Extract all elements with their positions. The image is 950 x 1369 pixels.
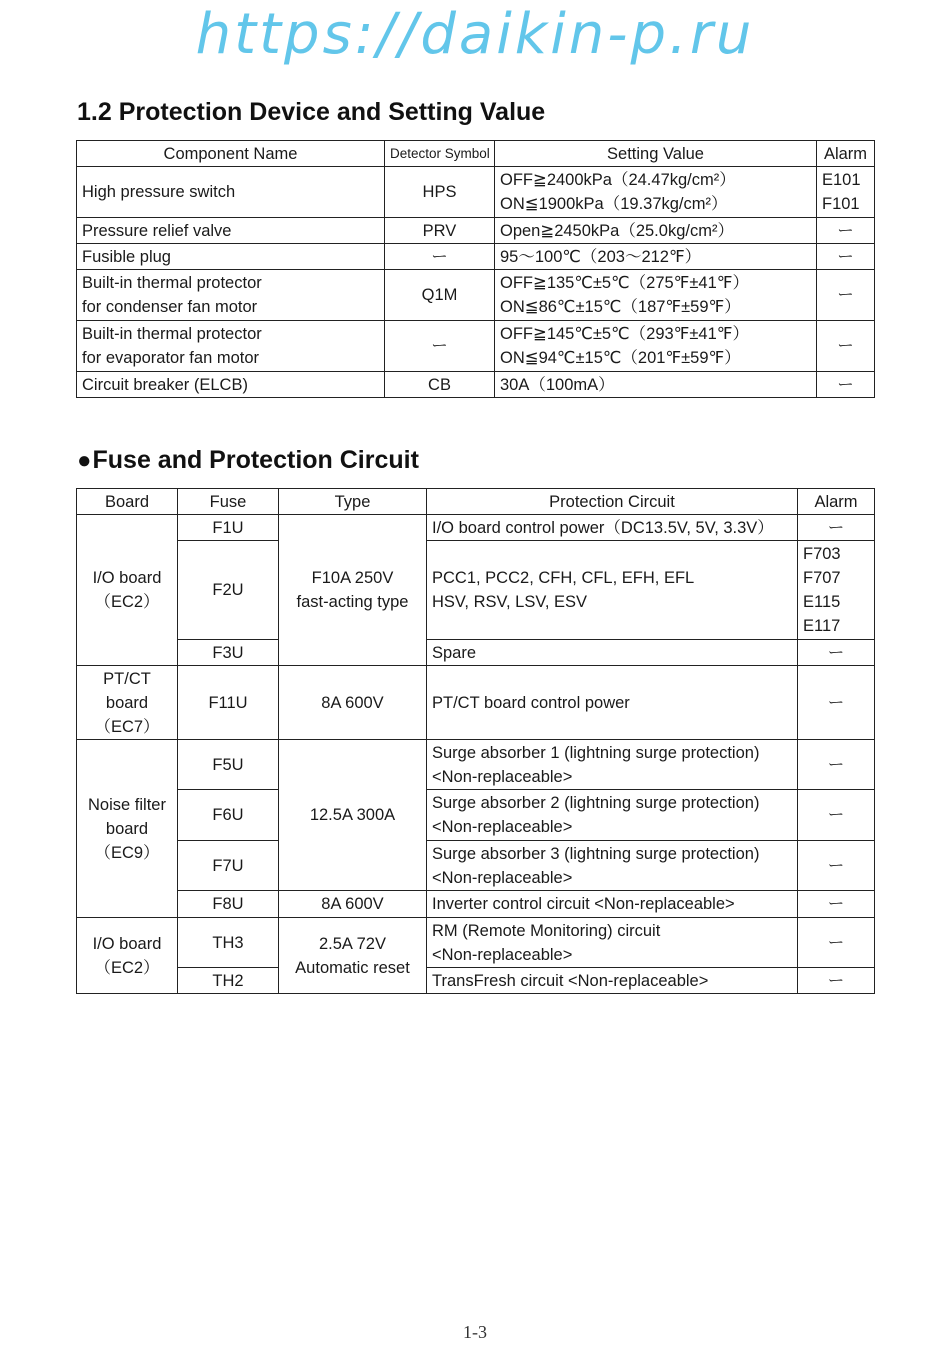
alarm-code: ー bbox=[798, 640, 875, 666]
header-component: Component Name bbox=[77, 141, 385, 167]
fuse-type: F10A 250V fast-acting type bbox=[279, 515, 427, 666]
protection-circuit: Surge absorber 2 (lightning surge protection) <Non-replaceable> bbox=[427, 790, 798, 841]
table-row bbox=[77, 918, 875, 968]
alarm-code: ー bbox=[817, 270, 875, 321]
setting-value: OFF≧2400kPa（24.47kg/cm²） ON≦1900kPa（19.37kg/cm²） bbox=[495, 167, 817, 218]
table-row bbox=[77, 790, 875, 841]
protection-circuit: Surge absorber 1 (lightning surge protection) <Non-replaceable> bbox=[427, 740, 798, 790]
component-name: Circuit breaker (ELCB) bbox=[77, 372, 385, 398]
alarm-code: ー bbox=[798, 968, 875, 994]
alarm-code: ー bbox=[798, 891, 875, 918]
fuse-id: F5U bbox=[178, 740, 279, 790]
alarm-code: ー bbox=[798, 666, 875, 740]
board-name: I/O board （EC2） bbox=[77, 515, 178, 666]
setting-value: OFF≧135℃±5℃（275℉±41℉） ON≦86℃±15℃（187℉±59℉） bbox=[495, 270, 817, 321]
table-row bbox=[77, 740, 875, 790]
fuse-id: F11U bbox=[178, 666, 279, 740]
fuse-id: TH2 bbox=[178, 968, 279, 994]
fuse-id: F8U bbox=[178, 891, 279, 918]
protection-circuit: I/O board control power（DC13.5V, 5V, 3.3V） bbox=[427, 515, 798, 541]
page-number: 1-3 bbox=[463, 1322, 487, 1342]
alarm-code: ー bbox=[817, 372, 875, 398]
table-header-row bbox=[77, 489, 875, 515]
detector-symbol: CB bbox=[385, 372, 495, 398]
table-row bbox=[77, 841, 875, 891]
header-setting: Setting Value bbox=[495, 141, 817, 167]
alarm-code: ー bbox=[817, 321, 875, 372]
header-board: Board bbox=[77, 489, 178, 515]
section-title-text: Fuse and Protection Circuit bbox=[92, 446, 419, 474]
table-row bbox=[77, 167, 875, 218]
fuse-protection-table bbox=[76, 488, 875, 994]
table-row bbox=[77, 515, 875, 541]
alarm-code: ー bbox=[817, 244, 875, 270]
alarm-code: ー bbox=[798, 740, 875, 790]
header-alarm: Alarm bbox=[817, 141, 875, 167]
fuse-type: 8A 600V bbox=[279, 891, 427, 918]
detector-symbol: Q1M bbox=[385, 270, 495, 321]
table-row bbox=[77, 244, 875, 270]
bullet-icon: ● bbox=[77, 447, 92, 474]
protection-circuit: RM (Remote Monitoring) circuit <Non-replaceable> bbox=[427, 918, 798, 968]
table-row bbox=[77, 372, 875, 398]
table-row bbox=[77, 666, 875, 740]
alarm-code: ー bbox=[798, 841, 875, 891]
watermark-url: https://daikin-p.ru bbox=[195, 2, 755, 67]
alarm-code: F703 F707 E115 E117 bbox=[798, 541, 875, 640]
detector-symbol: ー bbox=[385, 244, 495, 270]
header-type: Type bbox=[279, 489, 427, 515]
component-name: Pressure relief valve bbox=[77, 218, 385, 244]
alarm-code: ー bbox=[798, 515, 875, 541]
table-row bbox=[77, 891, 875, 918]
table-row bbox=[77, 541, 875, 640]
setting-value: Open≧2450kPa（25.0kg/cm²） bbox=[495, 218, 817, 244]
table-header-row bbox=[77, 141, 875, 167]
table-row bbox=[77, 270, 875, 321]
table-row bbox=[77, 218, 875, 244]
header-circuit: Protection Circuit bbox=[427, 489, 798, 515]
table-row bbox=[77, 321, 875, 372]
board-name: PT/CT board （EC7） bbox=[77, 666, 178, 740]
header-detector: Detector Symbol bbox=[385, 141, 495, 167]
protection-circuit: Spare bbox=[427, 640, 798, 666]
detector-symbol: HPS bbox=[385, 167, 495, 218]
component-name: Built-in thermal protector for condenser fan motor bbox=[77, 270, 385, 321]
protection-circuit: Inverter control circuit <Non-replaceable> bbox=[427, 891, 798, 918]
protection-circuit: TransFresh circuit <Non-replaceable> bbox=[427, 968, 798, 994]
fuse-type: 2.5A 72V Automatic reset bbox=[279, 918, 427, 994]
setting-value: 30A（100mA） bbox=[495, 372, 817, 398]
alarm-code: ー bbox=[817, 218, 875, 244]
header-fuse: Fuse bbox=[178, 489, 279, 515]
fuse-type: 8A 600V bbox=[279, 666, 427, 740]
table-row bbox=[77, 640, 875, 666]
protection-circuit: PCC1, PCC2, CFH, CFL, EFH, EFL HSV, RSV, LSV, ESV bbox=[427, 541, 798, 640]
protection-circuit: Surge absorber 3 (lightning surge protection) <Non-replaceable> bbox=[427, 841, 798, 891]
component-name: High pressure switch bbox=[77, 167, 385, 218]
table-row bbox=[77, 968, 875, 994]
detector-symbol: ー bbox=[385, 321, 495, 372]
alarm-code: ー bbox=[798, 918, 875, 968]
alarm-code: ー bbox=[798, 790, 875, 841]
setting-value: OFF≧145℃±5℃（293℉±41℉） ON≦94℃±15℃（201℉±59℉） bbox=[495, 321, 817, 372]
fuse-id: F7U bbox=[178, 841, 279, 891]
alarm-code: E101 F101 bbox=[817, 167, 875, 218]
fuse-type: 12.5A 300A bbox=[279, 740, 427, 891]
section-title-protection-device: 1.2 Protection Device and Setting Value bbox=[77, 98, 546, 126]
setting-value: 95～100℃（203～212℉） bbox=[495, 244, 817, 270]
header-alarm: Alarm bbox=[798, 489, 875, 515]
detector-symbol: PRV bbox=[385, 218, 495, 244]
fuse-id: F2U bbox=[178, 541, 279, 640]
fuse-id: TH3 bbox=[178, 918, 279, 968]
component-name: Fusible plug bbox=[77, 244, 385, 270]
board-name: Noise filter board （EC9） bbox=[77, 740, 178, 918]
protection-device-table bbox=[76, 140, 875, 398]
section-title-fuse-circuit bbox=[77, 446, 419, 475]
fuse-id: F1U bbox=[178, 515, 279, 541]
component-name: Built-in thermal protector for evaporator fan motor bbox=[77, 321, 385, 372]
protection-circuit: PT/CT board control power bbox=[427, 666, 798, 740]
fuse-id: F6U bbox=[178, 790, 279, 841]
fuse-id: F3U bbox=[178, 640, 279, 666]
board-name: I/O board （EC2） bbox=[77, 918, 178, 994]
